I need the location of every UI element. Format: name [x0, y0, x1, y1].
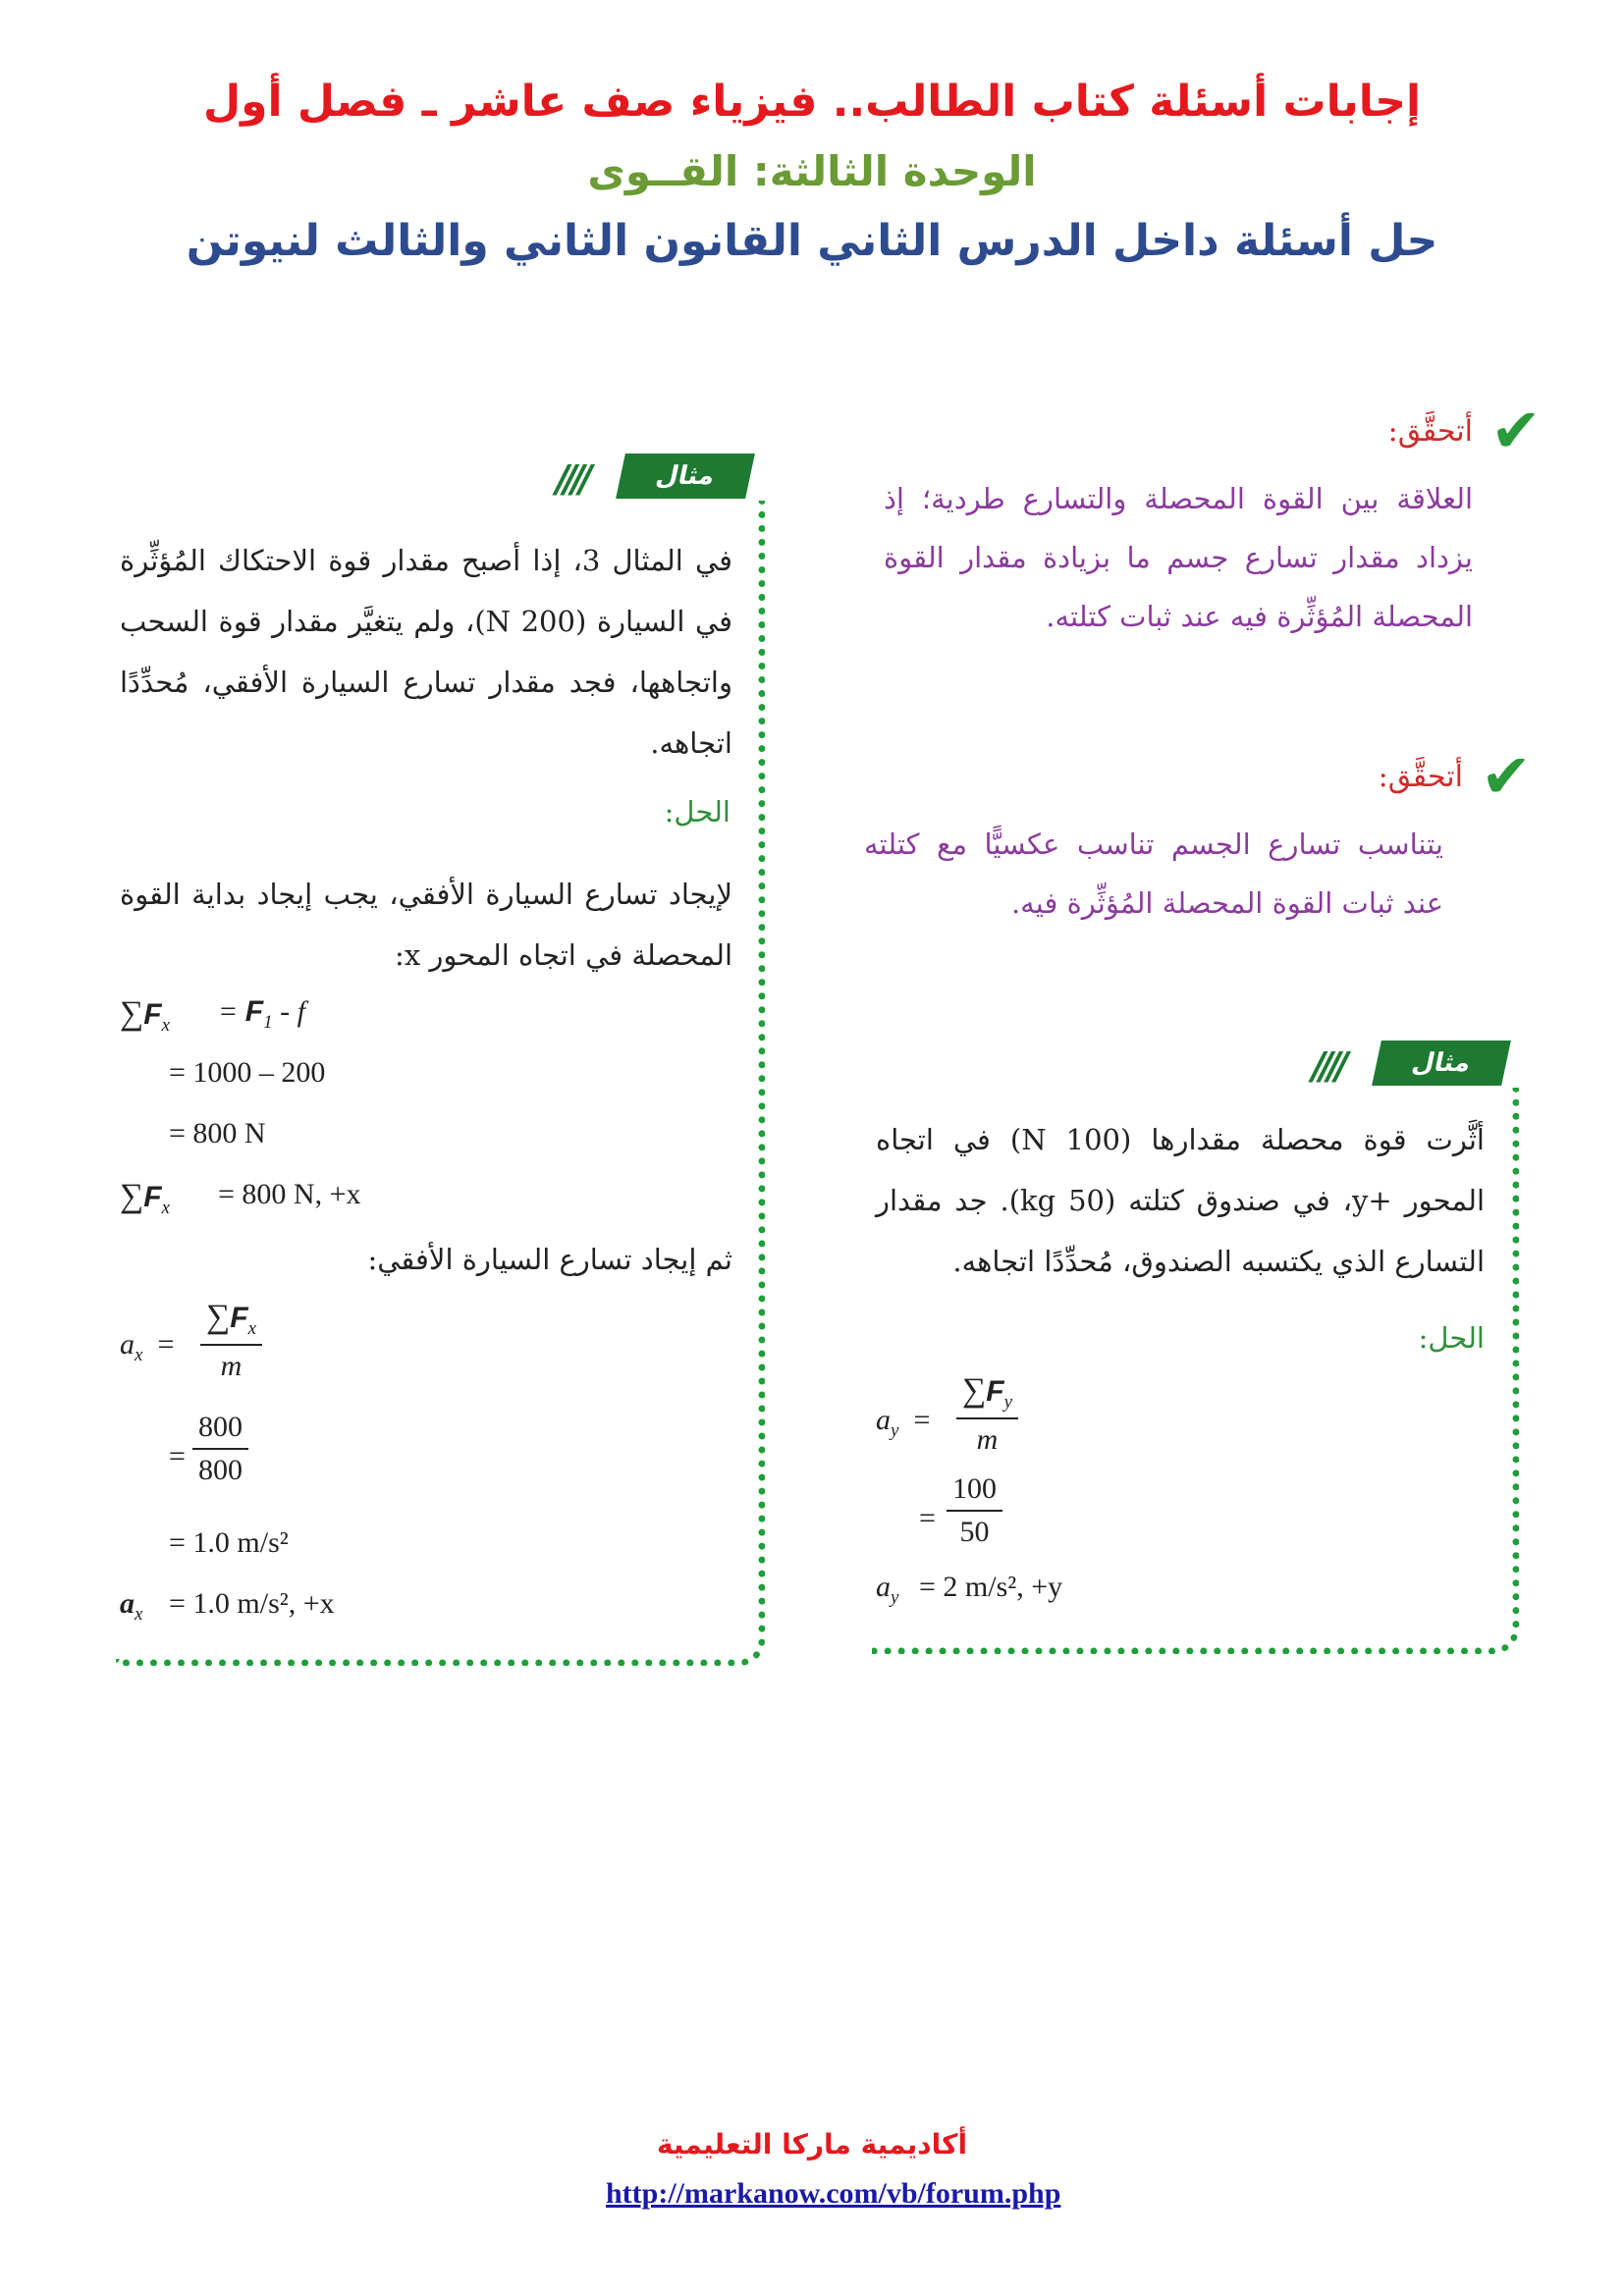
equation-line: $\sum F_x$ — [120, 1178, 171, 1218]
solution-label: الحل: — [1418, 1321, 1485, 1355]
equation-line: = 800 N, +x — [218, 1178, 361, 1210]
lesson-title: حل أسئلة داخل الدرس الثاني القانون الثاني والثالث لنيوتن — [186, 216, 1438, 266]
example-question: أثَّرت قوة محصلة مقدارها (100 N) في اتجاه المحور +y، في صندوق كتلته (50 kg). جد مقدار التسارع الذي يكتسبه الصندوق، مُحدِّدًا اتجاهه. — [876, 1123, 1486, 1278]
check-answer: العلاقة بين القوة المحصلة والتسارع طردية؛ إذ يزداد مقدار تسارع جسم ما بزيادة مقدار القوة المحصلة المُؤثِّرة فيه عند ثبات كتلته. — [884, 482, 1473, 633]
check-title: أتحقَّق: — [1387, 414, 1473, 449]
stripes-icon: //// — [1312, 1044, 1343, 1088]
result-line: = 1.0 m/s² — [169, 1526, 289, 1559]
fraction-denominator: 50 — [959, 1516, 990, 1548]
fraction-values — [192, 1411, 248, 1487]
example-question: في المثال 3، إذا أصبح مقدار قوة الاحتكاك المُؤثِّرة في السيارة (200 N)، ولم يتغيَّر مقدار قوة السحب واتجاهها، فجد مقدار تسارع السيارة الأفقي، مُحدِّدًا اتجاهه. — [120, 544, 732, 760]
result-symbol: $a_x$ — [120, 1587, 143, 1625]
solution-label: الحل: — [664, 795, 731, 828]
fraction-numerator: $\sum F_y$ — [956, 1372, 1018, 1419]
extra-example-banner — [1312, 1041, 1506, 1123]
fraction-force-mass — [956, 1372, 1018, 1457]
equation-line: = 800 N — [169, 1117, 266, 1149]
stripes-icon: //// — [556, 457, 587, 501]
solution-step-2: ثم إيجاد تسارع السيارة الأفقي: — [367, 1243, 732, 1276]
checkmark-icon: ✔ — [1490, 395, 1542, 466]
equation-line: = 1000 – 200 — [169, 1056, 326, 1089]
fraction-denominator: m — [220, 1350, 243, 1382]
fraction-force-mass — [200, 1299, 262, 1383]
fraction-denominator: m — [976, 1423, 999, 1456]
acceleration-symbol: $a_x$ = — [120, 1328, 175, 1365]
page-title: إجابات أسئلة كتاب الطالب.. فيزياء صف عاشر ـ فصل أول — [202, 77, 1422, 127]
check-answer: يتناسب تسارع الجسم تناسب عكسيًّا مع كتلته عند ثبات القوة المحصلة المُؤثِّرة فيه. — [864, 828, 1443, 920]
checkmark-icon: ✔ — [1481, 740, 1532, 812]
result-line: = 1.0 m/s², +x — [169, 1587, 335, 1620]
solution-step-1: لإيجاد تسارع السيارة الأفقي، يجب إيجاد بداية القوة المحصلة في اتجاه المحور x: — [120, 878, 732, 972]
result-symbol: $a_y$ — [876, 1571, 899, 1608]
fraction-numerator: $\sum F_x$ — [200, 1299, 262, 1346]
check-section-2 — [864, 740, 1532, 942]
fraction-denominator: 800 — [198, 1454, 243, 1486]
equation-line: $\sum F_x$ — [120, 995, 171, 1036]
academy-name: أكاديمية ماركا التعليمية — [656, 2128, 968, 2161]
check-title: أتحقَّق: — [1378, 760, 1463, 794]
fraction-numerator: 100 — [947, 1472, 1002, 1512]
fraction-numerator: 800 — [192, 1411, 248, 1450]
forum-link[interactable]: http://markanow.com/vb/forum.php — [606, 2177, 1061, 2210]
banner-label: مثال إضافي — [1372, 1041, 1511, 1086]
acceleration-left — [120, 1291, 729, 1644]
result-line: = 2 m/s², +y — [919, 1571, 1063, 1603]
fraction-values — [947, 1472, 1002, 1549]
equation-line: = $F_1$ - f — [218, 995, 305, 1033]
unit-title: الوحدة الثالثة: القــوى — [587, 147, 1037, 195]
equals-sign: = — [919, 1502, 936, 1534]
equals-sign: = — [169, 1440, 186, 1472]
check-section-1 — [874, 395, 1542, 656]
extra-example-banner — [556, 454, 750, 536]
banner-label: مثال إضافي — [616, 454, 755, 499]
acceleration-symbol: $a_y$ = — [876, 1404, 931, 1441]
acceleration-right — [876, 1364, 1465, 1639]
